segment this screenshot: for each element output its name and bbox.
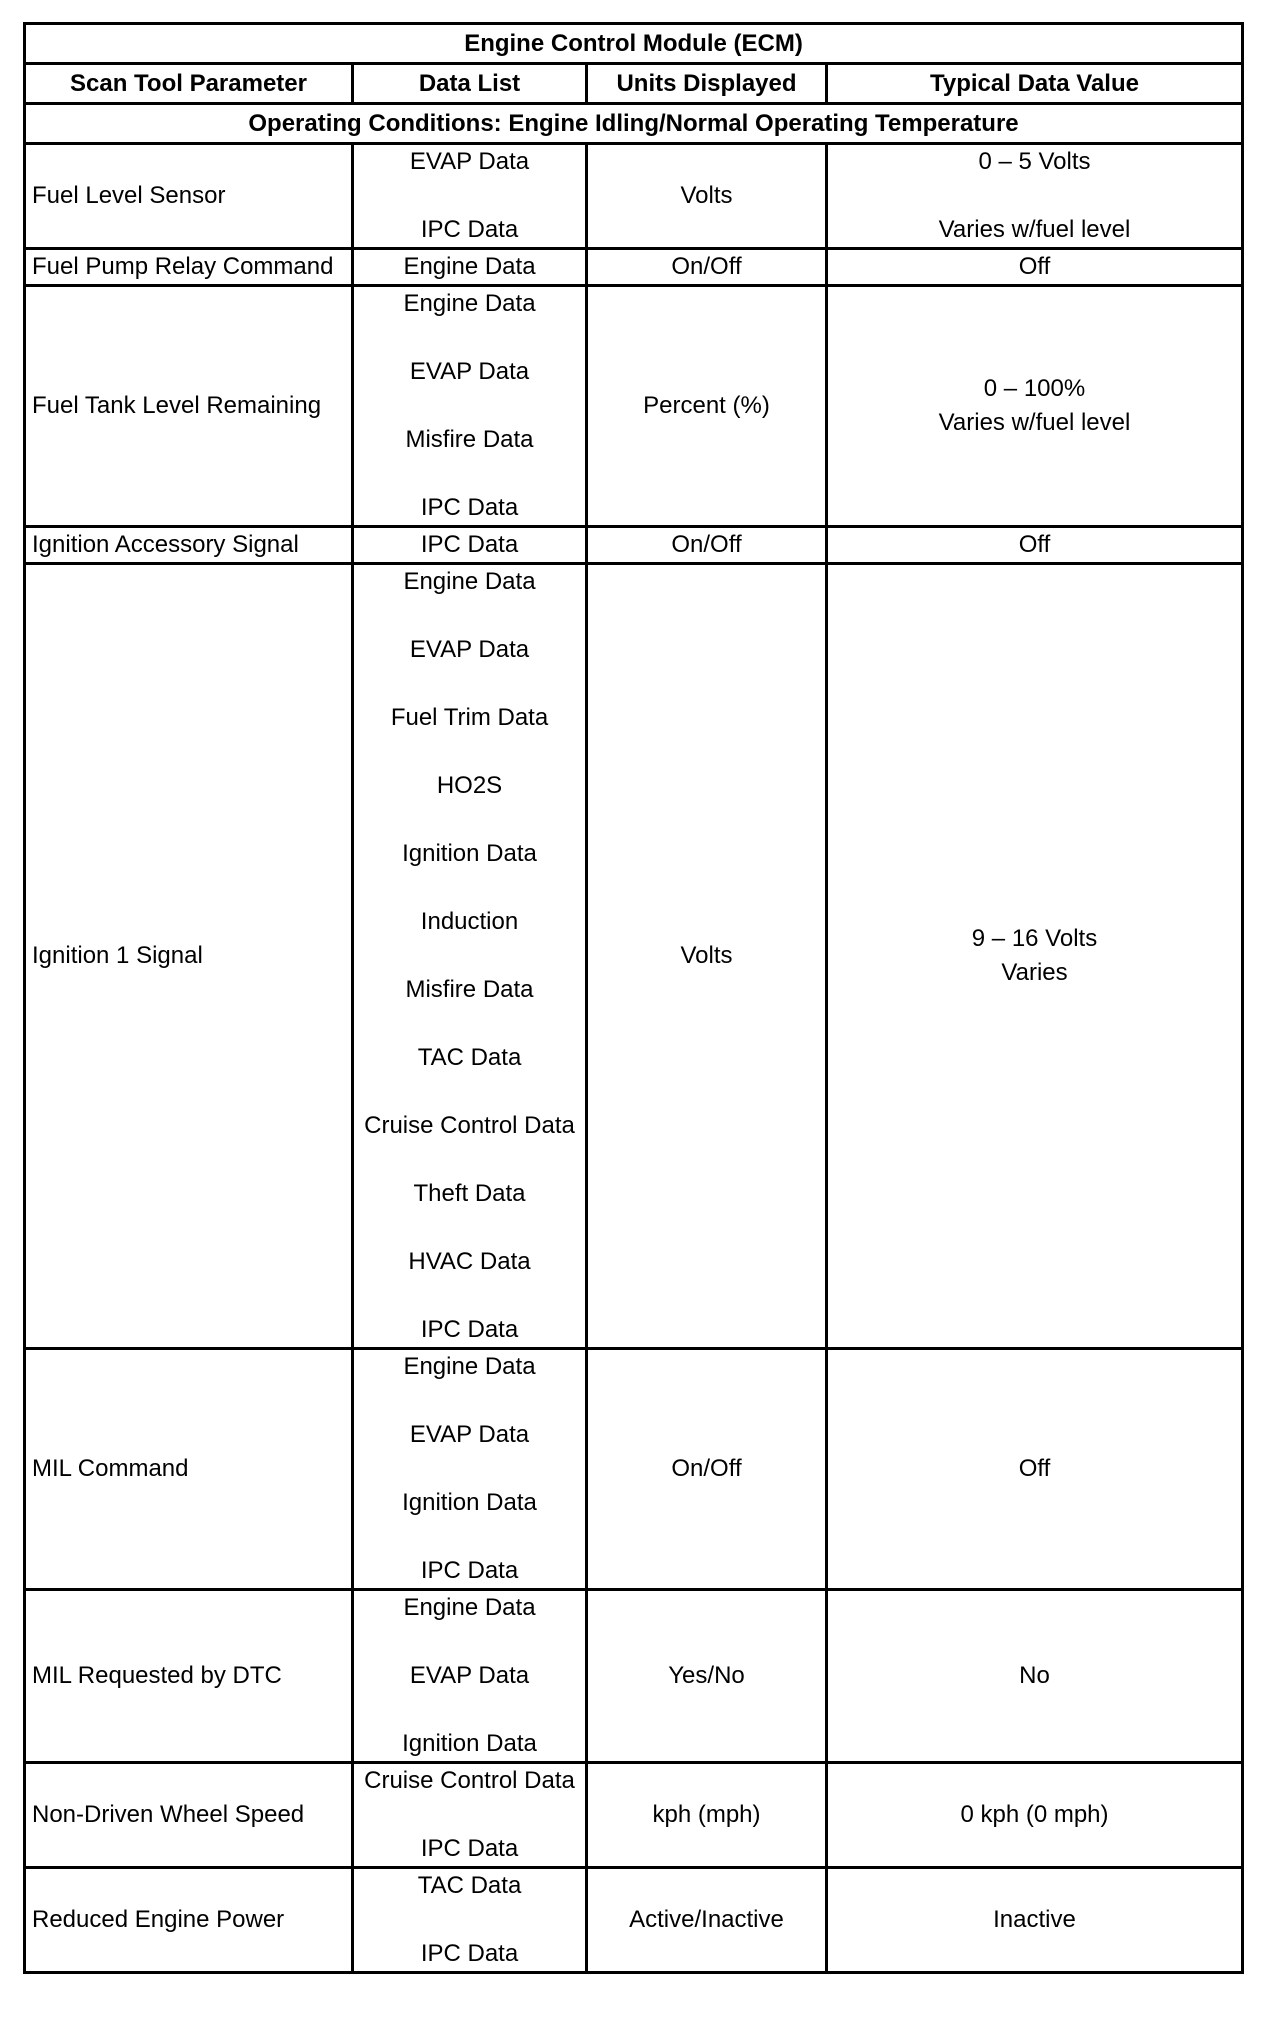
typical-value-line: 0 – 100% [983, 375, 1086, 402]
row-units: kph (mph) [587, 1763, 827, 1868]
data-list-item: HVAC Data [408, 1248, 531, 1275]
table-title: Engine Control Module (ECM) [25, 24, 1243, 64]
typical-value-line: 0 kph (0 mph) [960, 1801, 1109, 1828]
spacer [354, 1075, 585, 1109]
row-units: Active/Inactive [587, 1868, 827, 1973]
spacer [354, 1143, 585, 1177]
table-header-row [25, 64, 1243, 104]
spacer [354, 667, 585, 701]
typical-value-line: Off [1018, 531, 1051, 558]
data-list-item: EVAP Data [409, 1662, 530, 1689]
data-list-item: EVAP Data [409, 636, 530, 663]
spacer [354, 1903, 585, 1937]
table-row [25, 249, 1243, 286]
data-list-item: TAC Data [417, 1872, 522, 1899]
row-units: Percent (%) [587, 286, 827, 527]
data-list-item: IPC Data [420, 1316, 519, 1343]
data-list-item: Cruise Control Data [364, 1112, 575, 1139]
row-data-list [353, 249, 587, 286]
data-list-item: IPC Data [420, 216, 519, 243]
row-data-list [353, 1349, 587, 1590]
spacer [354, 457, 585, 491]
table-row [25, 1763, 1243, 1868]
operating-conditions-row [25, 104, 1243, 144]
row-parameter: Fuel Tank Level Remaining [25, 286, 353, 527]
row-typical-value [827, 286, 1243, 527]
row-units: On/Off [587, 249, 827, 286]
spacer [354, 1007, 585, 1041]
data-list-item: Misfire Data [405, 976, 534, 1003]
typical-value-line: Varies w/fuel level [938, 409, 1131, 436]
row-typical-value [827, 1763, 1243, 1868]
row-parameter: Fuel Pump Relay Command [25, 249, 353, 286]
table-row [25, 144, 1243, 249]
spacer [354, 179, 585, 213]
row-typical-value [827, 527, 1243, 564]
header-typical-data-value: Typical Data Value [827, 64, 1243, 104]
row-data-list [353, 286, 587, 527]
row-parameter: Reduced Engine Power [25, 1868, 353, 1973]
spacer [354, 803, 585, 837]
data-list-item: Engine Data [403, 568, 536, 595]
row-parameter: Ignition Accessory Signal [25, 527, 353, 564]
typical-value-line: 9 – 16 Volts [971, 925, 1098, 952]
row-data-list [353, 1590, 587, 1763]
data-list-item: IPC Data [420, 1940, 519, 1967]
data-list-item: IPC Data [420, 1835, 519, 1862]
spacer [354, 1798, 585, 1832]
data-list-item: Ignition Data [402, 840, 537, 867]
data-list-item: Misfire Data [405, 426, 534, 453]
table-row [25, 1590, 1243, 1763]
data-list-item: TAC Data [417, 1044, 522, 1071]
spacer [354, 871, 585, 905]
row-parameter: Non-Driven Wheel Speed [25, 1763, 353, 1868]
table-row [25, 1868, 1243, 1973]
typical-value-line: Varies [1001, 959, 1068, 986]
header-units-displayed: Units Displayed [587, 64, 827, 104]
typical-value-line: Off [1018, 1455, 1051, 1482]
row-data-list [353, 1763, 587, 1868]
spacer [354, 1279, 585, 1313]
typical-value-line: Varies w/fuel level [938, 216, 1131, 243]
spacer [354, 389, 585, 423]
data-list-item: Ignition Data [402, 1730, 537, 1757]
data-list-item: EVAP Data [409, 358, 530, 385]
data-list-item: Cruise Control Data [364, 1767, 575, 1794]
ecm-data-table [23, 22, 1244, 1974]
row-data-list [353, 1868, 587, 1973]
row-parameter: Ignition 1 Signal [25, 564, 353, 1349]
table-row [25, 527, 1243, 564]
data-list-item: EVAP Data [409, 1421, 530, 1448]
typical-value-line: Inactive [993, 1906, 1076, 1933]
row-units: On/Off [587, 527, 827, 564]
row-typical-value [827, 1590, 1243, 1763]
data-list-item: IPC Data [420, 494, 519, 521]
row-data-list [353, 144, 587, 249]
typical-value-line: Off [1018, 253, 1051, 280]
data-list-item: IPC Data [420, 1557, 519, 1584]
spacer [354, 939, 585, 973]
spacer [354, 735, 585, 769]
row-data-list [353, 527, 587, 564]
data-list-item: IPC Data [420, 531, 519, 558]
row-parameter: MIL Command [25, 1349, 353, 1590]
header-data-list: Data List [353, 64, 587, 104]
typical-value-line: No [1019, 1662, 1050, 1689]
table-row [25, 1349, 1243, 1590]
spacer [354, 1384, 585, 1418]
data-list-item: Engine Data [403, 1594, 536, 1621]
row-typical-value [827, 1868, 1243, 1973]
data-list-item: HO2S [436, 772, 503, 799]
row-parameter: MIL Requested by DTC [25, 1590, 353, 1763]
header-scan-tool-parameter: Scan Tool Parameter [25, 64, 353, 104]
spacer [354, 1211, 585, 1245]
typical-value-line: 0 – 5 Volts [978, 148, 1091, 175]
row-data-list [353, 564, 587, 1349]
spacer [354, 1625, 585, 1659]
data-list-item: Fuel Trim Data [390, 704, 549, 731]
data-list-item: Ignition Data [402, 1489, 537, 1516]
row-typical-value [827, 1349, 1243, 1590]
row-units: On/Off [587, 1349, 827, 1590]
table-row [25, 564, 1243, 1349]
row-units: Volts [587, 144, 827, 249]
row-typical-value [827, 144, 1243, 249]
data-list-item: Engine Data [403, 290, 536, 317]
spacer [354, 1520, 585, 1554]
data-list-item: Theft Data [413, 1180, 526, 1207]
data-list-item: Induction [420, 908, 519, 935]
row-typical-value [827, 564, 1243, 1349]
spacer [354, 321, 585, 355]
table-title-row [25, 24, 1243, 64]
row-typical-value [827, 249, 1243, 286]
data-list-item: Engine Data [403, 253, 536, 280]
row-units: Yes/No [587, 1590, 827, 1763]
spacer [354, 599, 585, 633]
spacer [828, 179, 1241, 213]
data-list-item: Engine Data [403, 1353, 536, 1380]
spacer [354, 1693, 585, 1727]
operating-conditions: Operating Conditions: Engine Idling/Normal Operating Temperature [25, 104, 1243, 144]
spacer [354, 1452, 585, 1486]
row-units: Volts [587, 564, 827, 1349]
table-body [25, 144, 1243, 1973]
data-list-item: EVAP Data [409, 148, 530, 175]
table-row [25, 286, 1243, 527]
row-parameter: Fuel Level Sensor [25, 144, 353, 249]
